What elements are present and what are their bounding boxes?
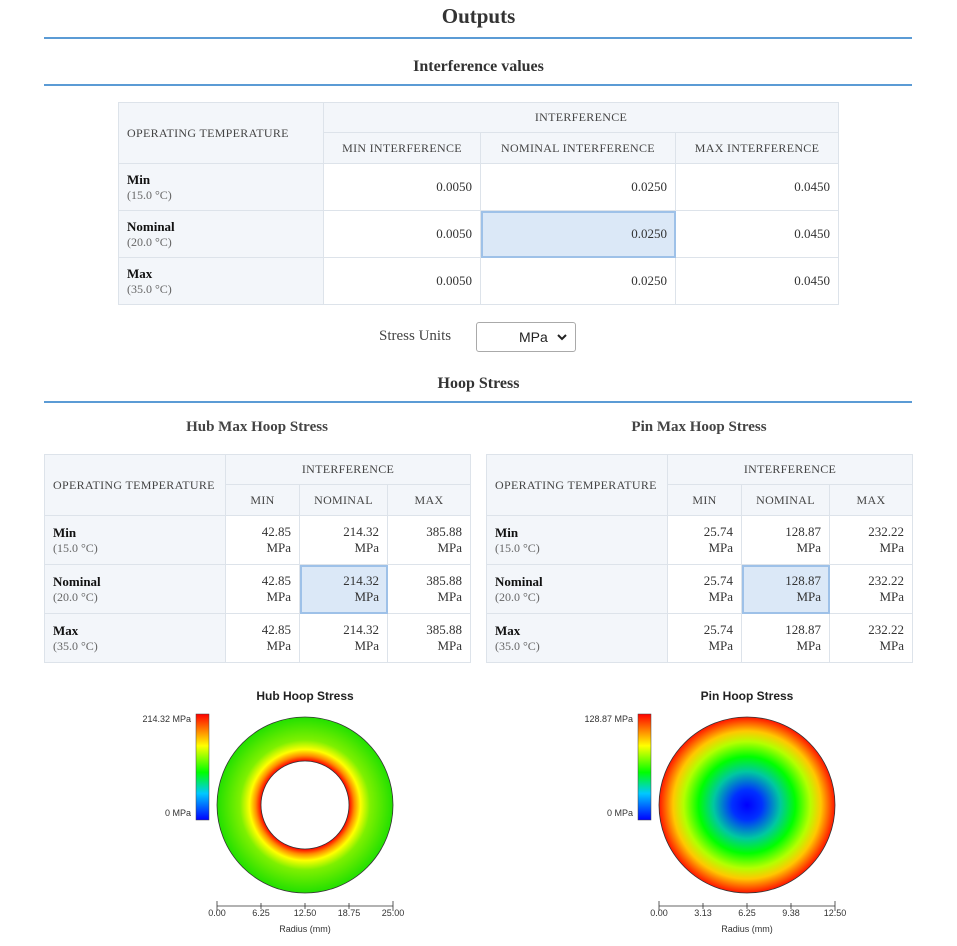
x-tick-label: 9.38: [782, 908, 800, 918]
cell-value: 385.88: [426, 524, 462, 539]
table-cell[interactable]: 0.0250: [481, 164, 676, 211]
table-cell[interactable]: [300, 614, 388, 663]
divider: [44, 37, 912, 39]
pin-disc: [659, 717, 835, 893]
row-header: OPERATING TEMPERATURE: [45, 455, 226, 516]
table-cell[interactable]: [742, 516, 830, 565]
row-label: Nominal: [53, 573, 101, 589]
table-cell[interactable]: 0.0250: [481, 258, 676, 305]
colorbar-max-label: 128.87 MPa: [584, 714, 633, 724]
table-row: [45, 565, 471, 614]
x-tick-label: 12.50: [823, 908, 847, 918]
cell-value: 128.87: [785, 573, 821, 588]
cell-unit: MPa: [708, 540, 733, 555]
cell-unit: MPa: [266, 589, 291, 604]
table-cell-selected[interactable]: [742, 565, 830, 614]
table-cell[interactable]: 0.0050: [324, 211, 481, 258]
cell-value: 214.32: [343, 524, 379, 539]
colorbar: [196, 714, 209, 820]
row-temp: (15.0 °C): [53, 540, 98, 555]
colorbar-min-label: 0 MPa: [164, 808, 191, 818]
table-cell[interactable]: [226, 565, 300, 614]
table-cell[interactable]: [226, 614, 300, 663]
col-header: MAX: [388, 485, 471, 516]
hub-chart-title: Hub Hoop Stress: [256, 689, 354, 703]
row-label: Nominal: [495, 573, 543, 589]
table-cell[interactable]: [668, 614, 742, 663]
cell-value: 385.88: [426, 622, 462, 637]
table-cell[interactable]: [226, 516, 300, 565]
stress-units-label: Stress Units: [379, 328, 452, 344]
hoop-heading: Hoop Stress: [437, 375, 520, 392]
cell-value: 25.74: [703, 573, 733, 588]
cell-unit: MPa: [796, 540, 821, 555]
col-header: NOMINAL: [742, 485, 830, 516]
row-label: Max: [53, 622, 79, 638]
table-cell[interactable]: 0.0050: [324, 258, 481, 305]
row-label: Max: [495, 622, 521, 638]
stress-units-value: MPa: [519, 329, 548, 345]
table-cell[interactable]: [388, 614, 471, 663]
table-row: [119, 164, 839, 211]
row-label: Min: [495, 524, 519, 540]
col-header: MAX INTERFERENCE: [676, 133, 839, 164]
x-tick-label: 25.00: [381, 908, 405, 918]
col-group-header: INTERFERENCE: [324, 103, 839, 133]
table-cell[interactable]: [830, 565, 913, 614]
row-label: Max: [127, 265, 153, 281]
cell-unit: MPa: [879, 540, 904, 555]
cell-value: 128.87: [785, 524, 821, 539]
cell-unit: MPa: [879, 589, 904, 604]
table-row: [487, 516, 913, 565]
table-cell-selected[interactable]: 0.0250: [481, 211, 676, 258]
x-axis-label: Radius (mm): [721, 924, 773, 934]
colorbar-max-label: 214.32 MPa: [142, 714, 191, 724]
x-tick-label: 18.75: [337, 908, 361, 918]
table-row: [119, 211, 839, 258]
table-cell[interactable]: [668, 565, 742, 614]
colorbar-min-label: 0 MPa: [606, 808, 633, 818]
col-header: MAX: [830, 485, 913, 516]
interference-table: [118, 102, 839, 305]
cell-value: 232.22: [868, 524, 904, 539]
row-temp: (15.0 °C): [127, 187, 172, 202]
row-temp: (20.0 °C): [495, 589, 540, 604]
cell-value: 42.85: [261, 524, 291, 539]
colorbar: [638, 714, 651, 820]
x-tick-label: 6.25: [252, 908, 270, 918]
chevron-down-icon: [557, 333, 567, 341]
row-label: Min: [127, 171, 151, 187]
cell-unit: MPa: [354, 540, 379, 555]
col-group-header: INTERFERENCE: [668, 455, 913, 485]
cell-value: 232.22: [868, 622, 904, 637]
row-temp: (35.0 °C): [127, 281, 172, 296]
cell-value: 42.85: [261, 573, 291, 588]
x-tick-label: 0.00: [208, 908, 226, 918]
interference-heading: Interference values: [413, 58, 544, 75]
row-label: Nominal: [127, 218, 175, 234]
row-temp: (20.0 °C): [127, 234, 172, 249]
row-label: Min: [53, 524, 77, 540]
cell-unit: MPa: [708, 638, 733, 653]
stress-units-select[interactable]: [476, 322, 576, 352]
pin-table-title: Pin Max Hoop Stress: [631, 419, 767, 435]
pin-chart-title: Pin Hoop Stress: [700, 689, 794, 703]
divider: [44, 401, 912, 403]
cell-unit: MPa: [796, 589, 821, 604]
cell-unit: MPa: [354, 589, 379, 604]
table-cell[interactable]: 0.0050: [324, 164, 481, 211]
cell-value: 214.32: [343, 573, 379, 588]
table-cell[interactable]: [830, 516, 913, 565]
table-cell-selected[interactable]: [300, 565, 388, 614]
table-row: [487, 614, 913, 663]
cell-unit: MPa: [437, 540, 462, 555]
table-cell[interactable]: [300, 516, 388, 565]
col-group-header: INTERFERENCE: [226, 455, 471, 485]
x-tick-label: 0.00: [650, 908, 668, 918]
cell-unit: MPa: [437, 589, 462, 604]
row-header: OPERATING TEMPERATURE: [487, 455, 668, 516]
row-temp: (35.0 °C): [495, 638, 540, 653]
x-tick-label: 6.25: [738, 908, 756, 918]
cell-value: 385.88: [426, 573, 462, 588]
table-cell[interactable]: [742, 614, 830, 663]
cell-unit: MPa: [266, 540, 291, 555]
table-cell[interactable]: 0.0450: [676, 211, 839, 258]
table-row: [45, 516, 471, 565]
col-header: MIN: [226, 485, 300, 516]
col-header: MIN INTERFERENCE: [324, 133, 481, 164]
cell-value: 232.22: [868, 573, 904, 588]
pin-hoop-stress-plot: [562, 682, 872, 944]
col-header: NOMINAL INTERFERENCE: [481, 133, 676, 164]
table-row: [487, 565, 913, 614]
pin-hoop-table: [486, 454, 913, 663]
hub-table-title: Hub Max Hoop Stress: [186, 419, 328, 435]
hub-ring: [217, 717, 393, 893]
cell-unit: MPa: [266, 638, 291, 653]
col-header: NOMINAL: [300, 485, 388, 516]
cell-value: 42.85: [261, 622, 291, 637]
cell-unit: MPa: [437, 638, 462, 653]
row-temp: (20.0 °C): [53, 589, 98, 604]
table-row: [119, 258, 839, 305]
table-cell[interactable]: 0.0450: [676, 164, 839, 211]
row-temp: (35.0 °C): [53, 638, 98, 653]
table-cell[interactable]: [668, 516, 742, 565]
table-cell[interactable]: [830, 614, 913, 663]
x-axis-label: Radius (mm): [279, 924, 331, 934]
table-row: [45, 614, 471, 663]
divider: [44, 84, 912, 86]
row-temp: (15.0 °C): [495, 540, 540, 555]
table-cell[interactable]: [388, 516, 471, 565]
col-header: MIN: [668, 485, 742, 516]
table-cell[interactable]: 0.0450: [676, 258, 839, 305]
x-tick-label: 3.13: [694, 908, 712, 918]
cell-unit: MPa: [354, 638, 379, 653]
x-tick-label: 12.50: [293, 908, 317, 918]
cell-value: 25.74: [703, 622, 733, 637]
cell-unit: MPa: [879, 638, 904, 653]
row-header: OPERATING TEMPERATURE: [119, 103, 324, 164]
cell-unit: MPa: [796, 638, 821, 653]
cell-value: 25.74: [703, 524, 733, 539]
cell-unit: MPa: [708, 589, 733, 604]
hub-hoop-table: [44, 454, 471, 663]
hub-hoop-stress-plot: [120, 682, 430, 944]
table-cell[interactable]: [388, 565, 471, 614]
cell-value: 214.32: [343, 622, 379, 637]
page-title: Outputs: [441, 4, 516, 28]
cell-value: 128.87: [785, 622, 821, 637]
